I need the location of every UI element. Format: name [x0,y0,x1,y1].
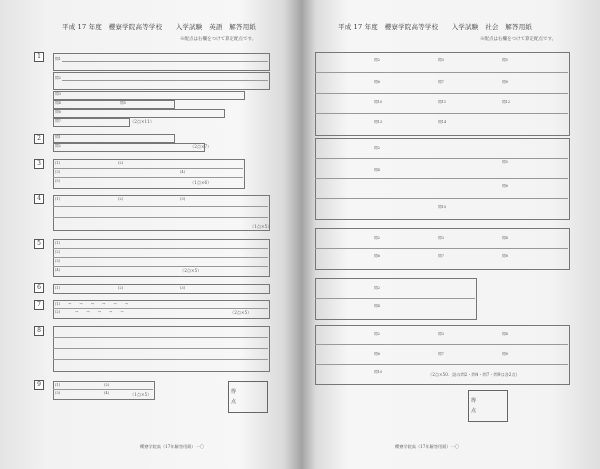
question-label: 問7 [438,254,444,258]
part-label: (2) [118,161,124,165]
answer-box [53,134,175,143]
part-label: (3) [55,170,61,174]
part-label: (3) [180,286,186,290]
answer-box [53,143,205,152]
question-label: 問11 [438,100,447,104]
question-label: 問7 [438,352,444,356]
answer-line [53,266,268,267]
answer-line [315,113,568,114]
part-label: (3) [180,197,186,201]
question-label: 問2 [55,76,61,80]
part-label: (2) [55,310,61,314]
part-label: (2) [104,383,110,387]
part-label: (4) [180,170,186,174]
total-score-box [468,390,508,422]
part-label: (2) [118,197,124,201]
question-label: 問13 [374,120,383,124]
scoring-note: ※配点は右欄をつけて算定配点です。 [480,37,557,42]
question-label: 問1 [55,135,61,139]
total-label-1: 得 [471,398,477,404]
question-label: 問4 [502,332,508,336]
section-number-5: 5 [34,239,44,249]
part-label: (5) [55,179,61,183]
section-number-6: 6 [34,283,44,293]
question-label: 問4 [502,236,508,240]
answer-line [53,257,268,258]
page-footer: 櫻寮学院高（17年解答用紙）一〇 [395,444,459,449]
question-label: 問5 [502,160,508,164]
question-label: 問2 [374,146,380,150]
question-label: 問7 [438,80,444,84]
answer-box [53,109,225,118]
question-label: 問1 [55,57,61,61]
question-label: 問2 [374,286,380,290]
question-label: 問5 [502,58,508,62]
part-label: (1) [55,302,61,306]
answer-box [53,195,270,231]
answer-line [53,389,153,390]
answer-line [315,198,568,199]
answer-line [315,344,568,345]
question-label: 問10 [438,205,447,209]
answer-box [53,284,270,294]
question-label: 問6 [374,80,380,84]
answer-box [53,53,270,71]
section-score: （2点×50．設の問2・問4・問7・問9は各2点） [428,372,520,377]
question-label: 問10 [374,370,383,374]
part-label: (4) [104,391,110,395]
question-label: 問2 [374,236,380,240]
answer-line [53,217,268,218]
question-label: 問8 [502,80,508,84]
total-label-1: 得 [231,389,237,395]
question-label: 問14 [438,120,447,124]
section-number-2: 2 [34,134,44,144]
answer-line [315,178,568,179]
answer-line [53,177,243,178]
section-number-1: 1 [34,52,44,62]
question-label: 問3 [438,58,444,62]
question-label: 問4 [374,304,380,308]
section-score: （1点×6） [190,180,212,185]
question-label: 問8 [502,254,508,258]
part-label: (3) [55,259,61,263]
question-label: 問10 [374,100,383,104]
page-title: 平成 17 年度 櫻寮学院高等学校 入学試験 英語 解答用紙 [62,23,257,31]
question-label: 問2 [374,332,380,336]
part-label: (4) [55,268,61,272]
question-label: 問2 [374,58,380,62]
answer-line [62,61,268,62]
total-score-box [228,381,268,413]
answer-line [53,206,268,207]
answer-line [53,337,268,338]
section-score: （2点×11） [130,119,155,124]
answer-line [315,298,475,299]
question-label: 問4 [55,101,61,105]
part-label: (1) [55,197,61,201]
answer-line [53,248,268,249]
section-score: （2点×5） [180,268,202,273]
section-score: （2点×5） [230,310,252,315]
part-label: (2) [55,250,61,254]
answer-line [315,158,568,159]
answer-box [53,326,270,372]
answer-line [315,364,568,365]
answer-box [53,239,270,277]
answer-line [315,72,568,73]
question-label: 問12 [502,100,511,104]
answer-line [53,348,268,349]
answer-line [315,248,568,249]
answer-line [62,80,268,81]
answer-box [53,91,245,100]
section-number-9: 9 [34,380,44,390]
answer-box [53,159,245,189]
answer-box [53,72,270,90]
question-label: 問5 [120,101,126,105]
section-number-4: 4 [34,194,44,204]
question-label: 問6 [502,184,508,188]
part-label: (3) [55,391,61,395]
section-score: （2点×7） [190,144,212,149]
total-label-2: 点 [471,408,477,414]
part-label: (2) [118,286,124,290]
part-label: (1) [55,383,61,387]
question-label: 問6 [55,110,61,114]
page-title: 平成 17 年度 櫻寮学院高等学校 入学試験 社会 解答用紙 [338,23,533,31]
part-label: (1) [55,161,61,165]
question-label: 問2 [55,144,61,148]
total-label-2: 点 [231,399,237,405]
social-studies-answer-sheet [300,0,600,469]
section-number-3: 3 [34,159,44,169]
question-label: 問6 [374,254,380,258]
answer-box [315,278,477,320]
question-label: 問3 [55,92,61,96]
answer-box [315,228,570,270]
arrow-icon: → → → → → [75,309,124,314]
section-number-7: 7 [34,300,44,310]
answer-box [53,100,175,109]
part-label: (1) [55,286,61,290]
section-number-8: 8 [34,326,44,336]
question-label: 問4 [374,168,380,172]
part-label: (1) [55,241,61,245]
answer-box [53,118,130,127]
question-label: 問3 [438,332,444,336]
question-label: 問3 [438,236,444,240]
answer-line [53,168,243,169]
answer-line [53,359,268,360]
answer-line [315,93,568,94]
section-score: （1点×5） [250,224,272,229]
arrow-icon: → → → → → → [68,301,129,306]
question-label: 問7 [55,119,61,123]
question-label: 問6 [374,352,380,356]
page-footer: 櫻寮学院高（17年解答用紙）一〇 [140,444,204,449]
section-score: （1点×5） [130,392,152,397]
scoring-note: ※配点は右欄をつけて算定配点です。 [180,37,257,42]
question-label: 問8 [502,352,508,356]
